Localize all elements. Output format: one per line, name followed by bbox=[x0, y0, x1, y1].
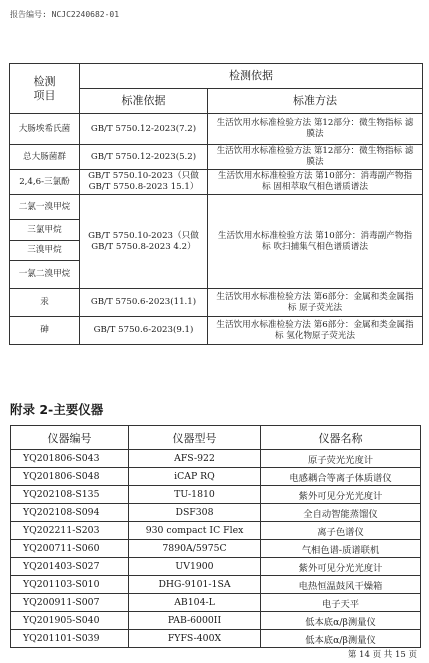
table-row bbox=[11, 594, 421, 612]
instrument-name-cell: 气相色谱-质谱联机 bbox=[261, 540, 421, 558]
col-header-instrument-id: 仪器编号 bbox=[11, 426, 129, 450]
instrument-id-cell: YQ201806-S048 bbox=[11, 468, 129, 486]
instrument-model-cell: UV1900 bbox=[129, 558, 261, 576]
instrument-name-cell: 紫外可见分光光度计 bbox=[261, 558, 421, 576]
col-header-instrument-model: 仪器型号 bbox=[129, 426, 261, 450]
instrument-name-cell: 电子天平 bbox=[261, 594, 421, 612]
appendix-title: 附录 2-主要仪器 bbox=[10, 402, 104, 417]
item-cell: 大肠埃希氏菌 bbox=[10, 114, 80, 145]
table-row bbox=[11, 486, 421, 504]
method-cell: 生活饮用水标准检验方法 第10部分：消毒副产物指标 吹扫捕集气相色谱质谱法 bbox=[208, 195, 423, 289]
item-cell: 三溴甲烷 bbox=[10, 241, 80, 261]
instrument-id-cell: YQ202211-S203 bbox=[11, 522, 129, 540]
col-header-instrument-name: 仪器名称 bbox=[261, 426, 421, 450]
instrument-id-cell: YQ200711-S060 bbox=[11, 540, 129, 558]
instrument-id-cell: YQ201905-S040 bbox=[11, 612, 129, 630]
standard-cell: GB/T 5750.10-2023（只做GB/T 5750.8-2023 4.2） bbox=[80, 195, 208, 289]
instrument-model-cell: DHG-9101-1SA bbox=[129, 576, 261, 594]
table-row bbox=[11, 558, 421, 576]
instrument-model-cell: FYFS-400X bbox=[129, 630, 261, 648]
instrument-id-cell: YQ200911-S007 bbox=[11, 594, 129, 612]
instrument-id-cell: YQ201101-S039 bbox=[11, 630, 129, 648]
col-header-standard: 标准依据 bbox=[80, 89, 208, 114]
item-cell: 二氯一溴甲烷 bbox=[10, 195, 80, 220]
instrument-model-cell: 7890A/5975C bbox=[129, 540, 261, 558]
instrument-model-cell: iCAP RQ bbox=[129, 468, 261, 486]
table-row bbox=[11, 504, 421, 522]
item-cell: 砷 bbox=[10, 317, 80, 345]
instrument-model-cell: 930 compact IC Flex bbox=[129, 522, 261, 540]
instrument-name-cell: 电感耦合等离子体质谱仪 bbox=[261, 468, 421, 486]
method-cell: 生活饮用水标准检验方法 第6部分：金属和类金属指标 氢化物原子荧光法 bbox=[208, 317, 423, 345]
instrument-name-cell: 紫外可见分光光度计 bbox=[261, 486, 421, 504]
instrument-model-cell: DSF308 bbox=[129, 504, 261, 522]
standard-cell: GB/T 5750.12-2023(7.2) bbox=[80, 114, 208, 145]
instrument-model-cell: PAB-6000II bbox=[129, 612, 261, 630]
table-row bbox=[11, 522, 421, 540]
standard-cell: GB/T 5750.12-2023(5.2) bbox=[80, 145, 208, 170]
item-cell: 一氯二溴甲烷 bbox=[10, 261, 80, 289]
instrument-name-cell: 离子色谱仪 bbox=[261, 522, 421, 540]
table-row bbox=[11, 468, 421, 486]
table-row bbox=[11, 450, 421, 468]
instrument-table bbox=[10, 425, 421, 648]
instrument-name-cell: 原子荧光光度计 bbox=[261, 450, 421, 468]
instrument-id-cell: YQ202108-S094 bbox=[11, 504, 129, 522]
col-header-method: 标准方法 bbox=[208, 89, 423, 114]
standard-cell: GB/T 5750.10-2023（只做GB/T 5750.8-2023 15.1） bbox=[80, 170, 208, 195]
standard-cell: GB/T 5750.6-2023(11.1) bbox=[80, 289, 208, 317]
instrument-id-cell: YQ201403-S027 bbox=[11, 558, 129, 576]
method-cell: 生活饮用水标准检验方法 第6部分：金属和类金属指标 原子荧光法 bbox=[208, 289, 423, 317]
instrument-model-cell: AFS-922 bbox=[129, 450, 261, 468]
table-row bbox=[11, 612, 421, 630]
method-cell: 生活饮用水标准检验方法 第12部分：微生物指标 滤膜法 bbox=[208, 114, 423, 145]
table-row bbox=[11, 540, 421, 558]
standard-cell: GB/T 5750.6-2023(9.1) bbox=[80, 317, 208, 345]
item-cell: 三氯甲烷 bbox=[10, 220, 80, 241]
item-cell: 汞 bbox=[10, 289, 80, 317]
instrument-model-cell: AB104-L bbox=[129, 594, 261, 612]
instrument-name-cell: 低本底α/β测量仪 bbox=[261, 630, 421, 648]
instrument-id-cell: YQ201806-S043 bbox=[11, 450, 129, 468]
table-row bbox=[11, 630, 421, 648]
instrument-id-cell: YQ201103-S010 bbox=[11, 576, 129, 594]
table-row bbox=[11, 576, 421, 594]
method-cell: 生活饮用水标准检验方法 第12部分：微生物指标 滤膜法 bbox=[208, 145, 423, 170]
page-number: 第 14 页 共 15 页 bbox=[347, 650, 417, 660]
instrument-name-cell: 电热恒温鼓风干燥箱 bbox=[261, 576, 421, 594]
report-number: 报告编号: NCJC2240682-01 bbox=[10, 10, 120, 19]
detection-basis-table bbox=[9, 63, 423, 345]
item-cell: 2,4,6-三氯酚 bbox=[10, 170, 80, 195]
item-cell: 总大肠菌群 bbox=[10, 145, 80, 170]
instrument-id-cell: YQ202108-S135 bbox=[11, 486, 129, 504]
col-header-item: 检测 项目 bbox=[10, 64, 80, 114]
col-header-basis: 检测依据 bbox=[80, 64, 423, 89]
instrument-name-cell: 低本底α/β测量仪 bbox=[261, 612, 421, 630]
method-cell: 生活饮用水标准检验方法 第10部分：消毒副产物指标 固相萃取气相色谱质谱法 bbox=[208, 170, 423, 195]
instrument-model-cell: TU-1810 bbox=[129, 486, 261, 504]
instrument-name-cell: 全自动智能蒸馏仪 bbox=[261, 504, 421, 522]
